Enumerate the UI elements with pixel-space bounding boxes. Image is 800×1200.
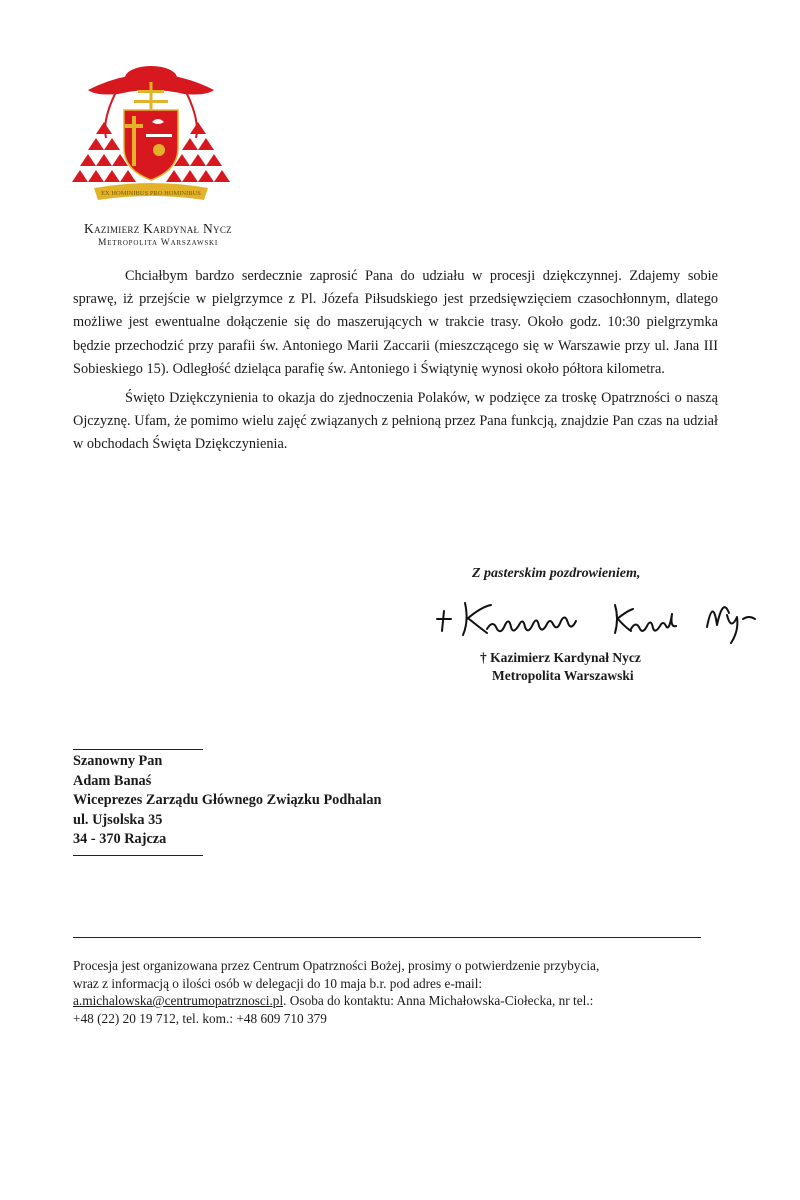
recipient-name: Adam Banaś xyxy=(73,772,152,789)
footer-divider xyxy=(73,937,701,938)
handwritten-signature xyxy=(425,585,765,657)
footer-note xyxy=(73,957,713,1027)
recipient-street: ul. Ujsolska 35 xyxy=(73,811,163,828)
sender-title: Metropolita Warszawski xyxy=(97,238,219,248)
recipient-salutation: Szanowny Pan xyxy=(73,753,163,769)
signer-title: Metropolita Warszawski xyxy=(492,668,634,683)
recipient-position: Wiceprezes Zarządu Głównego Związku Podhalan xyxy=(73,792,382,809)
footer-line-3 xyxy=(73,992,713,1010)
body-paragraph-2: Święto Dziękczynienia to okazja do zjednoczenia Polaków, w podzięce za troskę Opatrzności o naszą Ojczyznę. Ufam, że pomimo wielu zajęć związanych z pełnioną przez Pana funkcją, znajdzie Pan czas na udział w obchodach Święta Dziękczynienia. xyxy=(73,390,718,453)
footer-line-2: wraz z informacją o ilości osób w delegacji do 10 maja b.r. pod adres e-mail: xyxy=(73,975,483,991)
coat-motto: EX HOMINIBUS PRO HOMINIBUS xyxy=(101,190,201,197)
footer-contact-text: . Osoba do kontaktu: Anna Michałowska-Ciołecka, nr tel.: xyxy=(283,993,594,1008)
footer-line-4: +48 (22) 20 19 712, tel. kom.: +48 609 710 379 xyxy=(73,1010,327,1026)
address-divider-top xyxy=(73,749,203,750)
recipient-city: 34 - 370 Rajcza xyxy=(73,831,167,848)
address-divider-bottom xyxy=(73,855,203,856)
footer-line-1: Procesja jest organizowana przez Centrum Opatrzności Bożej, prosimy o potwierdzenie przybycia, xyxy=(73,958,600,973)
sender-name: Kazimierz Kardynał Nycz xyxy=(84,221,232,236)
body-paragraph-1: Chciałbym bardzo serdecznie zaprosić Pana do udziału w procesji dziękczynnej. Zdajemy sobie sprawę, iż przejście w pielgrzymce z Pl. Józefa Piłsudskiego jest przedsięwzięciem czasochłonnym, dlatego możliwe jest ewentualne dołączenie się do maszerujących w trakcie trasy. Około godz. 10:30 pielgrzymka będzie przechodzić przy parafii św. Antoniego Marii Zaccarii (mieszczącego się w Warszawie przy ul. Jana III Sobieskiego 15). Odległość dzieląca parafię św. Antoniego i Świątynię wynosi około półtora kilometra. xyxy=(73,268,718,377)
recipient-address xyxy=(73,752,381,850)
contact-email-link[interactable]: a.michalowska@centrumopatrznosci.pl xyxy=(73,993,284,1008)
letter-body xyxy=(73,265,718,463)
cardinal-coat-of-arms xyxy=(66,60,236,210)
closing-greeting: Z pasterskim pozdrowieniem, xyxy=(472,566,641,581)
signer-name: † Kazimierz Kardynał Nycz xyxy=(480,650,641,665)
